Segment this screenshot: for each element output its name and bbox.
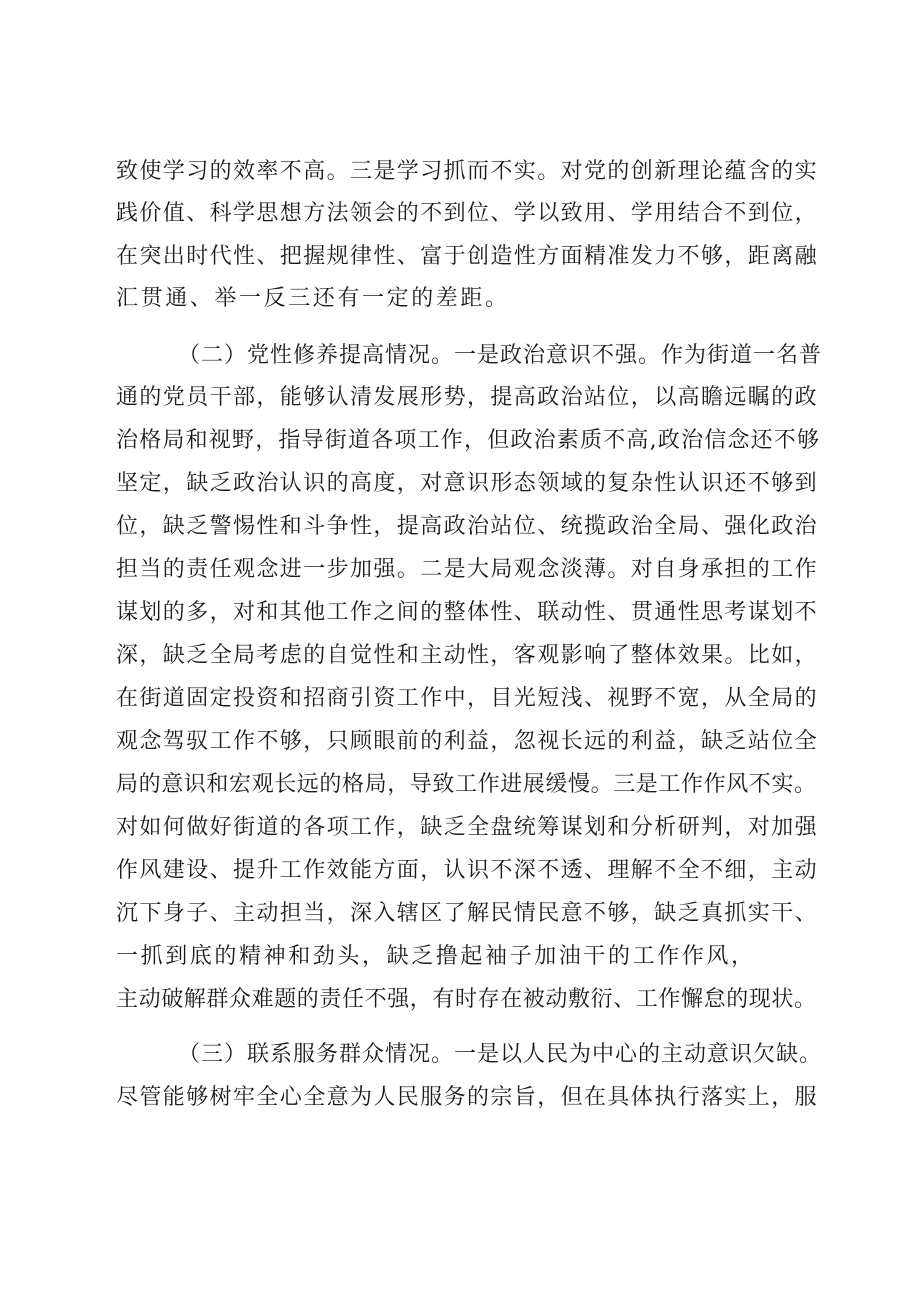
text-line: 在突出时代性、把握规律性、富于创造性方面精准发力不够，距离融	[116, 244, 819, 269]
text-line: 尽管能够树牢全心全意为人民服务的宗旨，但在具体执行落实上，服	[116, 1085, 819, 1110]
text-line: 在街道固定投资和招商引资工作中，目光短浅、视野不宽，从全局的	[116, 686, 819, 711]
text-line: 致使学习的效率不高。三是学习抓而不实。对党的创新理论蕴含的实	[116, 159, 819, 184]
text-line: 谋划的多，对和其他工作之间的整体性、联动性、贯通性思考谋划不	[116, 600, 819, 625]
text-line: 主动破解群众难题的责任不强，有时存在被动敷衍、工作懈怠的现状。	[116, 987, 817, 1012]
text-line: 观念驾驭工作不够，只顾眼前的利益，忽视长远的利益，缺乏站位全	[116, 729, 819, 754]
text-line: 治格局和视野，指导街道各项工作，但政治素质不高,政治信念还不够	[116, 428, 821, 453]
text-line: 局的意识和宏观长远的格局，导致工作进展缓慢。三是工作作风不实。	[116, 772, 817, 797]
text-line: 沉下身子、主动担当，深入辖区了解民情民意不够，缺乏真抓实干、	[116, 901, 819, 926]
text-line: 担当的责任观念进一步加强。二是大局观念淡薄。对自身承担的工作	[116, 557, 819, 582]
text-line: 践价值、科学思想方法领会的不到位、学以致用、学用结合不到位，	[116, 201, 819, 226]
text-line: 坚定，缺乏政治认识的高度，对意识形态领域的复杂性认识还不够到	[116, 471, 819, 496]
text-line: 汇贯通、举一反三还有一定的差距。	[116, 286, 510, 311]
paragraph-heading-2: （二）党性修养提高情况。一是政治意识不强。作为街道一名普	[178, 343, 823, 368]
text-line: 作风建设、提升工作效能方面，认识不深不透、理解不全不细，主动	[116, 858, 819, 883]
text-line: 位，缺乏警惕性和斗争性，提高政治站位、统揽政治全局、强化政治	[116, 514, 819, 539]
paragraph-heading-3: （三）联系服务群众情况。一是以人民为中心的主动意识欠缺。	[178, 1042, 823, 1067]
text-line: 通的党员干部，能够认清发展形势，提高政治站位，以高瞻远瞩的政	[116, 385, 819, 410]
text-line: 深，缺乏全局考虑的自觉性和主动性，客观影响了整体效果。比如，	[116, 643, 819, 668]
text-line: 一抓到底的精神和劲头，缺乏撸起袖子加油干的工作作风，	[116, 944, 756, 969]
text-line: 对如何做好街道的各项工作，缺乏全盘统筹谋划和分析研判，对加强	[116, 815, 819, 840]
